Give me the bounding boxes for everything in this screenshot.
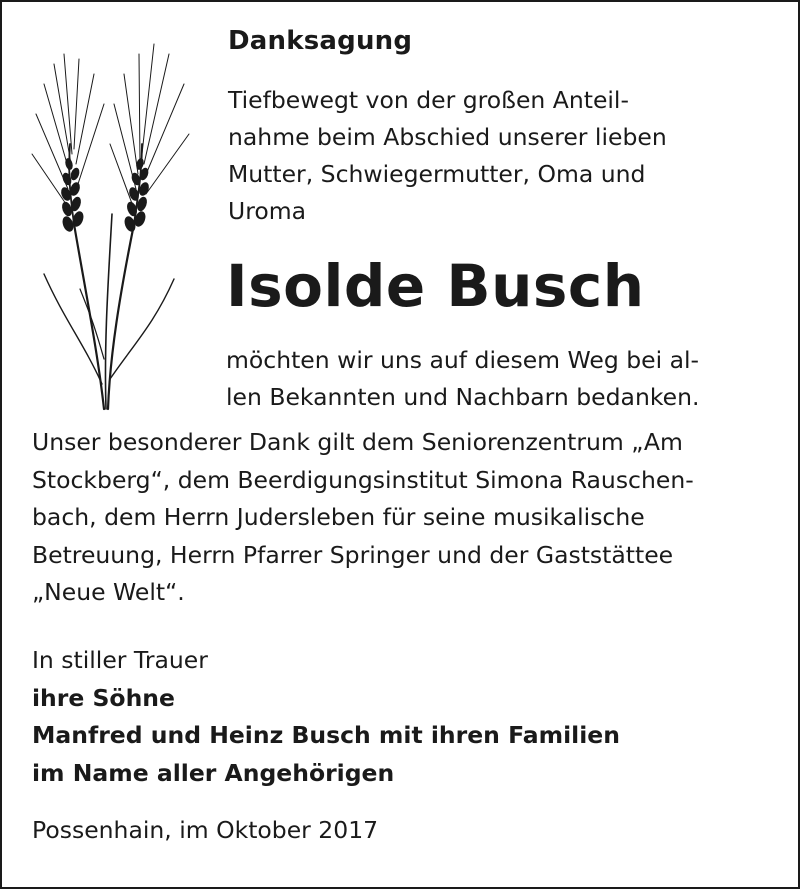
body-line: Stockberg“, dem Beerdigungsinstitut Simona Rauschen-: [32, 465, 694, 494]
intro-line: nahme beim Abschied unserer lieben: [228, 123, 667, 151]
thanks-line: möchten wir uns auf diesem Weg bei al-: [226, 346, 699, 374]
thanks-paragraph: [226, 342, 699, 416]
intro-line: Tiefbewegt von der großen Anteil-: [228, 86, 629, 114]
body-line: Unser besonderer Dank gilt dem Seniorenzentrum „Am: [32, 428, 683, 456]
body-paragraph: [32, 424, 694, 612]
signoff-line: im Name aller Angehörigen: [32, 758, 395, 787]
body-line: „Neue Welt“.: [32, 578, 185, 606]
signoff-intro: In stiller Trauer: [32, 646, 208, 674]
place-date: Possenhain, im Oktober 2017: [32, 816, 379, 844]
intro-line: Uroma: [228, 197, 307, 225]
intro-line: Mutter, Schwiegermutter, Oma und: [228, 160, 646, 188]
deceased-name: Isolde Busch: [226, 252, 645, 320]
body-line: bach, dem Herrn Judersleben für seine musikalische: [32, 503, 645, 531]
signoff-line: ihre Söhne: [32, 683, 175, 712]
notice-heading: Danksagung: [228, 26, 413, 56]
thanks-line: len Bekannten und Nachbarn bedanken.: [226, 383, 700, 411]
signoff-line: Manfred und Heinz Busch mit ihren Familien: [32, 721, 620, 749]
signoff-block: [32, 642, 620, 792]
wheat-icon: [24, 24, 194, 412]
intro-paragraph: [228, 82, 788, 230]
body-line: Betreuung, Herrn Pfarrer Springer und der Gaststättee: [32, 540, 674, 569]
